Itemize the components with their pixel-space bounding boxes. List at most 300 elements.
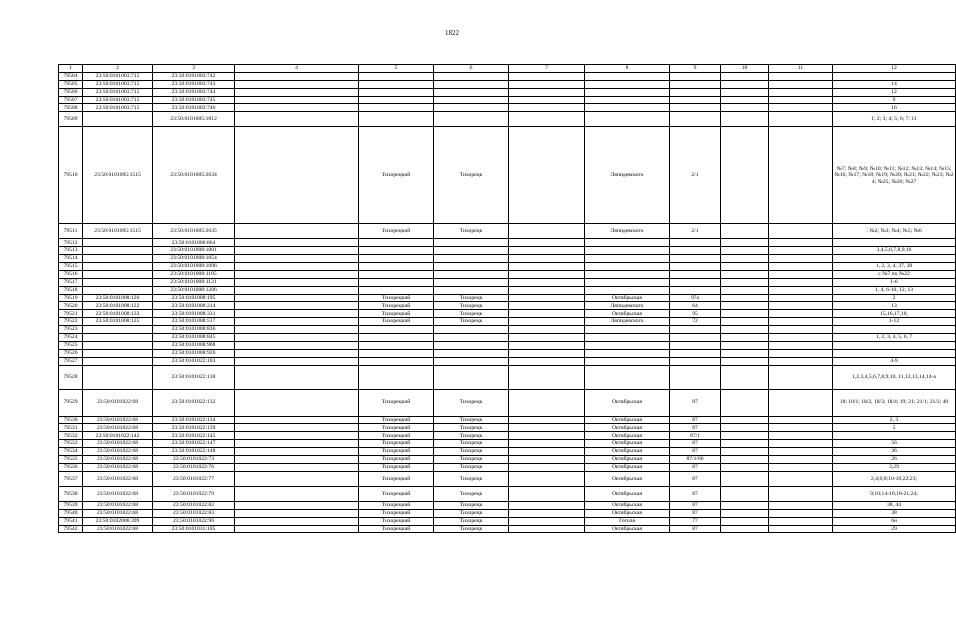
table-cell (509, 365, 585, 389)
table-cell (359, 104, 434, 112)
table-cell (721, 247, 769, 255)
table-cell (585, 270, 670, 278)
table-cell (585, 88, 670, 96)
table-cell: 79514 (59, 255, 83, 263)
column-header: 12 (833, 65, 956, 73)
table-cell: 23:50:0101022:68 (83, 416, 153, 424)
table-cell (721, 263, 769, 271)
table-cell: Тихорецкий (359, 501, 434, 509)
table-cell (585, 247, 670, 255)
table-row (59, 525, 956, 533)
table-cell: 72 (670, 318, 721, 326)
table-cell: 79519 (59, 294, 83, 302)
table-cell: 23:50:0101008:195 (153, 294, 235, 302)
table-cell: 23:50:0101008:845 (153, 334, 235, 342)
table-cell (359, 255, 434, 263)
table-cell: Тихорецкий (359, 424, 434, 432)
table-cell (235, 357, 359, 365)
table-cell (721, 255, 769, 263)
table-cell: 79513 (59, 247, 83, 255)
table-cell: 13 (833, 302, 956, 310)
table-cell (769, 112, 833, 127)
table-cell: 64 (670, 302, 721, 310)
table-cell: Тихорецкий (359, 318, 434, 326)
table-cell (721, 432, 769, 440)
table-cell: 23:50:0101022:83 (153, 509, 235, 517)
table-cell (670, 278, 721, 286)
table-cell: Октябрьская (585, 525, 670, 533)
table-row (59, 127, 956, 224)
table-cell: 79534 (59, 448, 83, 456)
table-cell: Октябрьская (585, 432, 670, 440)
table-cell (509, 349, 585, 357)
table-cell: 87 (670, 448, 721, 456)
table-cell: 79539 (59, 501, 83, 509)
table-cell (769, 334, 833, 342)
table-cell: 23:50:0101008:1121 (153, 278, 235, 286)
table-cell: 14 (833, 80, 956, 88)
table-cell: Тихорецкий (359, 486, 434, 501)
table-cell (769, 247, 833, 255)
table-cell (721, 365, 769, 389)
table-cell (235, 456, 359, 464)
table-cell (359, 72, 434, 80)
table-cell: Тихорецкий (359, 294, 434, 302)
table-cell (359, 278, 434, 286)
table-row (59, 463, 956, 471)
table-cell: 23:50:0101008:120 (83, 294, 153, 302)
table-cell: №7; №8; №9; №10; №11; №12; №13; №14; №15; №16; №17; №18; №19; №20; №21; №22; №23; №24; №25; №26; №27 (833, 127, 956, 224)
table-cell: Октябрьская (585, 424, 670, 432)
table-cell: Ляпидевского (585, 127, 670, 224)
table-cell: 3,29 (833, 463, 956, 471)
table-cell: Тихорецкий (359, 463, 434, 471)
table-cell (721, 517, 769, 525)
table-cell: 87 (670, 463, 721, 471)
table-cell (509, 80, 585, 88)
table-cell (434, 349, 509, 357)
table-cell: 23:50:0101008:125 (83, 318, 153, 326)
table-cell: 23:50:0101022:68 (83, 424, 153, 432)
table-cell: 1, 2, 3, 4, 5, 6, 7 (833, 334, 956, 342)
table-cell: 23:50:0101005:1812 (153, 112, 235, 127)
table-cell (769, 294, 833, 302)
table-cell: 23:50:0101008:1096 (153, 263, 235, 271)
table-cell: Октябрьская (585, 463, 670, 471)
table-cell: 23:50:0101022:79 (153, 486, 235, 501)
table-cell (721, 341, 769, 349)
table-cell: 79509 (59, 112, 83, 127)
table-cell (670, 112, 721, 127)
table-cell: 79517 (59, 278, 83, 286)
table-cell (721, 501, 769, 509)
table-cell (833, 239, 956, 247)
table-cell (670, 72, 721, 80)
table-cell (83, 270, 153, 278)
table-cell: 1-12 (833, 318, 956, 326)
table-cell: 23:50:0101022:147 (153, 440, 235, 448)
table-row (59, 310, 956, 318)
table-cell (585, 341, 670, 349)
table-cell: 23:50:0101003:743 (153, 80, 235, 88)
table-cell (235, 463, 359, 471)
table-cell: 79533 (59, 440, 83, 448)
table-cell: 87 (670, 416, 721, 424)
table-cell (235, 286, 359, 294)
table-cell (359, 326, 434, 334)
table-cell: 56 (833, 440, 956, 448)
table-row (59, 224, 956, 239)
table-cell (585, 96, 670, 104)
column-header: 4 (235, 65, 359, 73)
table-cell: 23:50:0101022:103 (153, 357, 235, 365)
table-cell (670, 334, 721, 342)
table-cell (83, 341, 153, 349)
table-cell: 23:50:0101022:68 (83, 509, 153, 517)
table-cell (509, 294, 585, 302)
table-cell: 23:50:0101022:73 (153, 456, 235, 464)
table-cell: Октябрьская (585, 416, 670, 424)
table-cell: 79508 (59, 104, 83, 112)
table-cell: Тихорецк (434, 389, 509, 416)
table-cell (721, 310, 769, 318)
table-cell: 23:50:0101008:1105 (153, 270, 235, 278)
table-cell (721, 302, 769, 310)
table-cell: Тихорецкий (359, 448, 434, 456)
table-row (59, 278, 956, 286)
table-cell: 23:50:0101008:926 (153, 349, 235, 357)
table-cell: Тихорецк (434, 432, 509, 440)
table-cell (509, 88, 585, 96)
table-cell: 23:50:0101022:130 (153, 365, 235, 389)
table-cell (769, 318, 833, 326)
table-cell (670, 341, 721, 349)
table-cell: Тихорецк (434, 416, 509, 424)
table-cell (769, 341, 833, 349)
table-cell (769, 349, 833, 357)
table-cell (769, 302, 833, 310)
table-cell (83, 326, 153, 334)
table-cell (769, 517, 833, 525)
table-cell (769, 357, 833, 365)
table-cell (585, 278, 670, 286)
table-cell: 23:50:0101031:105 (153, 525, 235, 533)
table-row (59, 318, 956, 326)
table-cell (509, 263, 585, 271)
column-header: 11 (769, 65, 833, 73)
table-cell (434, 88, 509, 96)
table-cell: 87 (670, 525, 721, 533)
table-cell: 23:50:0101022:68 (83, 501, 153, 509)
table-cell (509, 239, 585, 247)
table-cell (434, 80, 509, 88)
table-cell (235, 341, 359, 349)
table-cell: 6н (833, 517, 956, 525)
table-cell (769, 509, 833, 517)
table-cell (769, 255, 833, 263)
table-cell (509, 471, 585, 486)
table-cell: Тихорецкий (359, 224, 434, 239)
table-cell (585, 104, 670, 112)
table-cell: Октябрьская (585, 509, 670, 517)
table-cell (670, 255, 721, 263)
table-cell: 26 (833, 456, 956, 464)
table-cell: 23:50:0101003:744 (153, 88, 235, 96)
table-cell: 23:50:0101022:96 (153, 517, 235, 525)
table-cell (833, 349, 956, 357)
table-cell: 79504 (59, 72, 83, 80)
table-cell (509, 318, 585, 326)
table-row (59, 349, 956, 357)
table-cell (83, 357, 153, 365)
table-cell: 3,4,5,6,7,8,9,10 (833, 247, 956, 255)
table-cell (434, 286, 509, 294)
table-cell (721, 349, 769, 357)
table-cell: 16 (833, 104, 956, 112)
table-cell (235, 349, 359, 357)
table-cell (235, 326, 359, 334)
table-cell (359, 349, 434, 357)
table-cell (434, 278, 509, 286)
table-cell (235, 389, 359, 416)
table-cell (509, 310, 585, 318)
table-cell: 23:50:0101008:1206 (153, 286, 235, 294)
table-row (59, 456, 956, 464)
table-cell (235, 448, 359, 456)
table-cell (235, 104, 359, 112)
table-cell: Тихорецк (434, 302, 509, 310)
table-row (59, 471, 956, 486)
table-cell (769, 224, 833, 239)
table-cell (235, 365, 359, 389)
table-cell: 23:50:0101022:145 (153, 432, 235, 440)
table-cell (359, 239, 434, 247)
table-cell (509, 72, 585, 80)
table-row (59, 88, 956, 96)
table-cell (509, 326, 585, 334)
table-cell (721, 471, 769, 486)
table-cell: 79524 (59, 334, 83, 342)
table-cell: 95 (670, 310, 721, 318)
column-header: 8 (585, 65, 670, 73)
table-cell: 87 (670, 509, 721, 517)
table-cell (670, 349, 721, 357)
table-cell: Тихорецкий (359, 525, 434, 533)
table-row (59, 326, 956, 334)
table-cell: 77 (670, 517, 721, 525)
table-row (59, 357, 956, 365)
table-cell (235, 471, 359, 486)
table-cell (359, 334, 434, 342)
table-cell (769, 440, 833, 448)
table-cell (721, 286, 769, 294)
table-cell (434, 263, 509, 271)
table-cell: 23:50:0101008:214 (153, 302, 235, 310)
table-cell (509, 334, 585, 342)
table-cell: 23:50:0101003:715 (83, 104, 153, 112)
table-cell: 2/1 (670, 127, 721, 224)
table-cell: Тихорецкий (359, 127, 434, 224)
table-cell: 1, 4, 6-10, 12, 13 (833, 286, 956, 294)
table-cell (585, 255, 670, 263)
table-cell: Тихорецк (434, 517, 509, 525)
table-cell: 2, 3 (833, 416, 956, 424)
table-cell: 23:50:0101022:68 (83, 486, 153, 501)
table-cell: 79515 (59, 263, 83, 271)
table-cell: 87 (670, 471, 721, 486)
table-cell (509, 247, 585, 255)
table-cell (585, 112, 670, 127)
column-header: 2 (83, 65, 153, 73)
table-cell: 4-9 (833, 357, 956, 365)
table-cell (585, 349, 670, 357)
table-cell (721, 424, 769, 432)
table-cell (235, 255, 359, 263)
table-row (59, 80, 956, 88)
table-cell: 1; 2; 3; 4; 5; 6; 7; 11 (833, 112, 956, 127)
table-cell: 23:50:0101008:836 (153, 326, 235, 334)
table-cell (434, 270, 509, 278)
table-cell: 9;10;14-16;18-21;24; (833, 486, 956, 501)
table-cell (235, 72, 359, 80)
table-cell (509, 440, 585, 448)
table-cell (235, 440, 359, 448)
table-cell (721, 112, 769, 127)
table-row (59, 247, 956, 255)
table-cell: 23:50:0101022:68 (83, 456, 153, 464)
table-cell (359, 341, 434, 349)
table-cell: 9 (833, 96, 956, 104)
table-cell (509, 509, 585, 517)
table-cell: 2,4;6;8;10-16;22;23; (833, 471, 956, 486)
table-cell (585, 72, 670, 80)
table-cell: Октябрьская (585, 440, 670, 448)
table-cell (235, 525, 359, 533)
table-cell (670, 263, 721, 271)
table-cell (235, 263, 359, 271)
table-cell (769, 88, 833, 96)
table-cell (585, 239, 670, 247)
table-cell (235, 318, 359, 326)
table-cell: Октябрьская (585, 471, 670, 486)
table-cell (359, 96, 434, 104)
table-cell: 23:50:0101022:142 (83, 432, 153, 440)
table-cell: 23:50:0101003:715 (83, 80, 153, 88)
table-cell (769, 239, 833, 247)
table-cell (235, 224, 359, 239)
table-cell: Тихорецк (434, 127, 509, 224)
table-cell: 79526 (59, 349, 83, 357)
table-cell (721, 239, 769, 247)
table-row (59, 448, 956, 456)
table-row (59, 341, 956, 349)
table-cell (509, 127, 585, 224)
table-cell (509, 389, 585, 416)
table-cell (434, 255, 509, 263)
column-header: 5 (359, 65, 434, 73)
table-cell: Тихорецк (434, 509, 509, 517)
table-cell (721, 463, 769, 471)
table-cell (509, 463, 585, 471)
table-cell (833, 432, 956, 440)
table-cell (721, 440, 769, 448)
table-cell: Тихорецк (434, 525, 509, 533)
table-cell (509, 112, 585, 127)
table-row (59, 486, 956, 501)
table-cell: 23:50:0101003:715 (83, 72, 153, 80)
table-row (59, 263, 956, 271)
table-cell: Тихорецк (434, 456, 509, 464)
table-cell: 97а (670, 294, 721, 302)
table-cell: Тихорецк (434, 424, 509, 432)
table-cell (235, 88, 359, 96)
table-cell (721, 318, 769, 326)
table-cell (235, 127, 359, 224)
table-cell (434, 334, 509, 342)
table-cell (83, 255, 153, 263)
table-cell (670, 104, 721, 112)
table-cell (434, 326, 509, 334)
table-cell (235, 239, 359, 247)
table-cell (359, 88, 434, 96)
table-cell (235, 310, 359, 318)
table-cell (833, 255, 956, 263)
table-cell: 2 (833, 294, 956, 302)
table-row (59, 501, 956, 509)
table-cell (359, 263, 434, 271)
table-cell: 23:50:0101003:745 (153, 96, 235, 104)
table-cell: 79522 (59, 318, 83, 326)
table-cell (721, 416, 769, 424)
table-cell (509, 432, 585, 440)
table-cell (509, 286, 585, 294)
table-cell: 23:50:0101022:148 (153, 448, 235, 456)
table-cell (509, 302, 585, 310)
table-cell (721, 486, 769, 501)
table-row (59, 432, 956, 440)
table-cell (434, 357, 509, 365)
table-cell (83, 239, 153, 247)
table-cell (434, 247, 509, 255)
table-cell (509, 525, 585, 533)
table-cell: 79536 (59, 463, 83, 471)
table-cell: 23:50:0101022:68 (83, 389, 153, 416)
table-cell (769, 501, 833, 509)
table-row (59, 334, 956, 342)
table-cell: 23:50:0101008:1054 (153, 255, 235, 263)
table-cell: 23:50:0101022:134 (153, 416, 235, 424)
table-cell: 87/1/66 (670, 456, 721, 464)
table-cell: Октябрьская (585, 501, 670, 509)
table-cell (434, 239, 509, 247)
table-cell (769, 456, 833, 464)
table-cell: Тихорецкий (359, 471, 434, 486)
table-cell: 23:50:0101006:864 (153, 239, 235, 247)
table-row (59, 509, 956, 517)
table-cell: Октябрьская (585, 448, 670, 456)
table-cell: 1, 2, 3, 4, 37, 38 (833, 263, 956, 271)
table-cell (509, 416, 585, 424)
table-cell (585, 357, 670, 365)
table-cell: 23:50:0102006:399 (83, 517, 153, 525)
table-cell (769, 72, 833, 80)
table-cell: 23:50:0101008:122 (83, 302, 153, 310)
table-cell (670, 286, 721, 294)
table-cell: 23:50:0101008:517 (153, 318, 235, 326)
table-cell (509, 341, 585, 349)
table-cell: 23:50:0101008:1001 (153, 247, 235, 255)
table-cell (83, 365, 153, 389)
